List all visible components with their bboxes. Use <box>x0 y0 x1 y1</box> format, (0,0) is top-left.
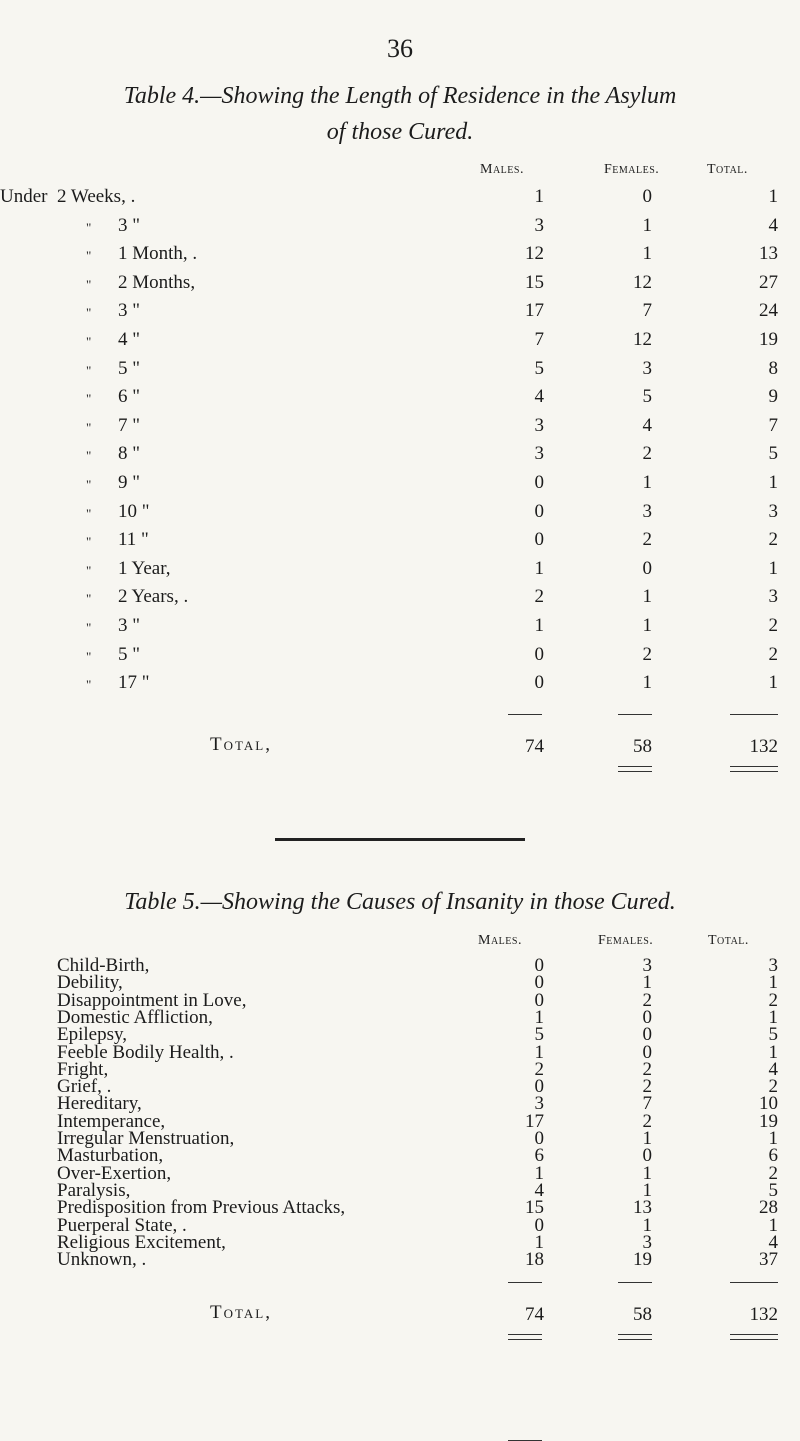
table-row <box>0 529 800 557</box>
row-label: 17 " <box>118 672 150 693</box>
ditto-mark: " <box>86 620 92 635</box>
males-value: 0 <box>534 1215 544 1236</box>
row-label: Over-Exertion, <box>57 1163 172 1184</box>
ditto-mark: " <box>86 277 92 292</box>
females-value: 3 <box>642 501 652 522</box>
females-value: 3 <box>642 358 652 379</box>
table-row <box>0 972 800 992</box>
row-label: Child-Birth, <box>57 955 150 976</box>
males-value: 0 <box>534 990 544 1011</box>
row-label: 2 Years, . <box>118 586 189 607</box>
table-row <box>0 243 800 271</box>
total-value: 3 <box>768 955 778 976</box>
table5-double-rule-total <box>730 1334 778 1340</box>
females-value: 1 <box>642 972 652 993</box>
row-label: 6 " <box>118 386 141 407</box>
table-row <box>0 1197 800 1217</box>
males-value: 1 <box>534 1232 544 1253</box>
males-value: 0 <box>534 501 544 522</box>
total-value: 2 <box>768 615 778 636</box>
table4-subtitle: of those Cured. <box>326 119 474 145</box>
males-value: 0 <box>534 972 544 993</box>
row-label: Irregular Menstruation, <box>57 1128 235 1149</box>
table5-total-total: 132 <box>749 1304 778 1325</box>
males-value: 17 <box>525 300 544 321</box>
table4-rule-females <box>618 714 652 715</box>
males-value: 3 <box>534 1093 544 1114</box>
total-value: 5 <box>768 1024 778 1045</box>
row-label: 1 Year, <box>118 558 171 579</box>
total-value: 2 <box>768 990 778 1011</box>
table5-total-females: 58 <box>633 1304 652 1325</box>
females-value: 2 <box>642 1059 652 1080</box>
table4-total-total: 132 <box>749 736 778 757</box>
table-row <box>0 300 800 328</box>
total-value: 19 <box>759 329 778 350</box>
males-value: 3 <box>534 215 544 236</box>
males-value: 0 <box>534 1076 544 1097</box>
ditto-mark: " <box>86 220 92 235</box>
row-label: 1 Month, . <box>118 243 198 264</box>
table-row <box>0 386 800 414</box>
total-value: 6 <box>768 1145 778 1166</box>
row-label: Intemperance, <box>57 1111 166 1132</box>
table-row <box>0 672 800 700</box>
table-row <box>0 472 800 500</box>
table5-header-males: Males. <box>478 933 522 948</box>
females-value: 2 <box>642 1111 652 1132</box>
females-value: 0 <box>642 558 652 579</box>
row-label: Debility, <box>57 972 123 993</box>
females-value: 5 <box>642 386 652 407</box>
table-row <box>0 1145 800 1165</box>
total-value: 3 <box>768 501 778 522</box>
total-value: 8 <box>768 358 778 379</box>
total-value: 10 <box>759 1093 778 1114</box>
males-value: 5 <box>534 1024 544 1045</box>
table5-rule-males2 <box>508 1282 542 1283</box>
total-value: 24 <box>759 300 778 321</box>
males-value: 0 <box>534 472 544 493</box>
row-label: Masturbation, <box>57 1145 164 1166</box>
table4-double-rule-total <box>730 766 778 772</box>
row-label: 3 " <box>118 300 141 321</box>
females-value: 2 <box>642 990 652 1011</box>
row-label: 3 " <box>118 615 141 636</box>
females-value: 13 <box>633 1197 652 1218</box>
total-value: 2 <box>768 1163 778 1184</box>
total-value: 1 <box>768 558 778 579</box>
total-value: 7 <box>768 415 778 436</box>
row-label: Feeble Bodily Health, . <box>57 1042 234 1063</box>
ditto-mark: " <box>86 591 92 606</box>
row-label: 9 " <box>118 472 141 493</box>
row-label: Grief, . <box>57 1076 112 1097</box>
total-value: 37 <box>759 1249 778 1270</box>
table-row <box>0 358 800 386</box>
females-value: 1 <box>642 672 652 693</box>
males-value: 12 <box>525 243 544 264</box>
table5-double-rule-males <box>508 1334 542 1340</box>
total-value: 27 <box>759 272 778 293</box>
page-number: 36 <box>387 34 413 63</box>
males-value: 17 <box>525 1111 544 1132</box>
ditto-mark: " <box>86 677 92 692</box>
ditto-mark: " <box>86 305 92 320</box>
table4-double-rule-females <box>618 766 652 772</box>
table-row <box>0 501 800 529</box>
ditto-mark: " <box>86 563 92 578</box>
females-value: 2 <box>642 1076 652 1097</box>
ditto-mark: " <box>86 420 92 435</box>
females-value: 0 <box>642 1007 652 1028</box>
males-value: 0 <box>534 1128 544 1149</box>
total-value: 13 <box>759 243 778 264</box>
ditto-mark: " <box>86 248 92 263</box>
males-value: 1 <box>534 186 544 207</box>
row-label: Religious Excitement, <box>57 1232 226 1253</box>
total-value: 2 <box>768 1076 778 1097</box>
males-value: 15 <box>525 1197 544 1218</box>
total-value: 1 <box>768 972 778 993</box>
females-value: 1 <box>642 472 652 493</box>
table4-title: Table 4.—Showing the Length of Residence in the Asylum <box>123 83 677 109</box>
table-row <box>0 558 800 586</box>
table-row <box>0 186 800 214</box>
total-value: 28 <box>759 1197 778 1218</box>
ditto-mark: " <box>86 534 92 549</box>
males-value: 0 <box>534 529 544 550</box>
table4-header-females: Females. <box>604 162 660 177</box>
row-label: Hereditary, <box>57 1093 142 1114</box>
total-value: 1 <box>768 472 778 493</box>
table4-rule-males <box>508 714 542 715</box>
total-value: 5 <box>768 443 778 464</box>
table5-total-males: 74 <box>525 1304 544 1325</box>
females-value: 1 <box>642 215 652 236</box>
row-label: 7 " <box>118 415 141 436</box>
total-value: 1 <box>768 1128 778 1149</box>
females-value: 19 <box>633 1249 652 1270</box>
total-value: 1 <box>768 1007 778 1028</box>
ditto-mark: " <box>86 391 92 406</box>
females-value: 1 <box>642 1215 652 1236</box>
females-value: 2 <box>642 443 652 464</box>
males-value: 3 <box>534 443 544 464</box>
males-value: 7 <box>534 329 544 350</box>
males-value: 4 <box>534 1180 544 1201</box>
table5-total-label: Total, <box>210 1302 272 1323</box>
females-value: 1 <box>642 1163 652 1184</box>
table-row <box>0 415 800 443</box>
males-value: 1 <box>534 558 544 579</box>
table5-double-rule-females <box>618 1334 652 1340</box>
row-label: 3 " <box>118 215 141 236</box>
total-value: 1 <box>768 672 778 693</box>
total-value: 1 <box>768 1215 778 1236</box>
females-value: 12 <box>633 329 652 350</box>
females-value: 1 <box>642 1128 652 1149</box>
ditto-mark: " <box>86 363 92 378</box>
total-value: 5 <box>768 1180 778 1201</box>
ditto-mark: " <box>86 506 92 521</box>
table-row <box>0 586 800 614</box>
table4-rule-total <box>730 714 778 715</box>
males-value: 2 <box>534 586 544 607</box>
ditto-mark: " <box>86 477 92 492</box>
table4-total-males: 74 <box>525 736 544 757</box>
table-row <box>0 615 800 643</box>
total-value: 4 <box>768 1059 778 1080</box>
males-value: 0 <box>534 644 544 665</box>
males-value: 4 <box>534 386 544 407</box>
table4-total-label: Total, <box>210 734 272 755</box>
table-row <box>0 1249 800 1269</box>
females-value: 3 <box>642 1232 652 1253</box>
females-value: 0 <box>642 186 652 207</box>
table4-header-total: Total. <box>707 162 748 177</box>
females-value: 7 <box>642 300 652 321</box>
row-label: Fright, <box>57 1059 109 1080</box>
row-label: 2 Weeks, . <box>57 186 136 207</box>
females-value: 1 <box>642 586 652 607</box>
row-label: 8 " <box>118 443 141 464</box>
females-value: 12 <box>633 272 652 293</box>
males-value: 6 <box>534 1145 544 1166</box>
table5-rule-females <box>618 1282 652 1283</box>
ditto-mark: " <box>86 448 92 463</box>
females-value: 3 <box>642 955 652 976</box>
total-value: 1 <box>768 186 778 207</box>
total-value: 4 <box>768 215 778 236</box>
row-label: Epilepsy, <box>57 1024 128 1045</box>
total-value: 2 <box>768 529 778 550</box>
males-value: 18 <box>525 1249 544 1270</box>
females-value: 2 <box>642 529 652 550</box>
total-value: 4 <box>768 1232 778 1253</box>
row-label: Predisposition from Previous Attacks, <box>57 1197 346 1218</box>
females-value: 0 <box>642 1145 652 1166</box>
row-label: Unknown, . <box>57 1249 147 1270</box>
row-label: 5 " <box>118 644 141 665</box>
total-value: 3 <box>768 586 778 607</box>
row-label: 10 " <box>118 501 150 522</box>
total-value: 19 <box>759 1111 778 1132</box>
table5-header-females: Females. <box>598 933 654 948</box>
females-value: 7 <box>642 1093 652 1114</box>
table5-rule-total <box>730 1282 778 1283</box>
row-label: 5 " <box>118 358 141 379</box>
ditto-mark: " <box>86 334 92 349</box>
table-row <box>0 1093 800 1113</box>
row-prefix: Under <box>0 186 48 207</box>
males-value: 1 <box>534 1163 544 1184</box>
table-row <box>0 1024 800 1044</box>
males-value: 5 <box>534 358 544 379</box>
females-value: 4 <box>642 415 652 436</box>
males-value: 1 <box>534 1007 544 1028</box>
females-value: 1 <box>642 615 652 636</box>
males-value: 3 <box>534 415 544 436</box>
row-label: 4 " <box>118 329 141 350</box>
males-value: 0 <box>534 672 544 693</box>
table5-header-total: Total. <box>708 933 749 948</box>
table-row <box>0 443 800 471</box>
table4-total-females: 58 <box>633 736 652 757</box>
row-label: Domestic Affliction, <box>57 1007 213 1028</box>
males-value: 0 <box>534 955 544 976</box>
row-label: 2 Months, <box>118 272 196 293</box>
males-value: 1 <box>534 615 544 636</box>
row-label: Disappointment in Love, <box>57 990 247 1011</box>
row-label: Paralysis, <box>57 1180 131 1201</box>
table4-header-males: Males. <box>480 162 524 177</box>
females-value: 1 <box>642 243 652 264</box>
total-value: 1 <box>768 1042 778 1063</box>
males-value: 1 <box>534 1042 544 1063</box>
total-value: 9 <box>768 386 778 407</box>
ditto-mark: " <box>86 649 92 664</box>
row-label: 11 " <box>118 529 149 550</box>
row-label: Puerperal State, . <box>57 1215 187 1236</box>
table-row <box>0 272 800 300</box>
total-value: 2 <box>768 644 778 665</box>
table-row <box>0 329 800 357</box>
females-value: 1 <box>642 1180 652 1201</box>
table-row <box>0 644 800 672</box>
females-value: 0 <box>642 1024 652 1045</box>
table5-title: Table 5.—Showing the Causes of Insanity in those Cured. <box>124 889 676 915</box>
table-row <box>0 215 800 243</box>
table-separator <box>275 838 525 841</box>
females-value: 2 <box>642 644 652 665</box>
males-value: 2 <box>534 1059 544 1080</box>
females-value: 0 <box>642 1042 652 1063</box>
males-value: 15 <box>525 272 544 293</box>
